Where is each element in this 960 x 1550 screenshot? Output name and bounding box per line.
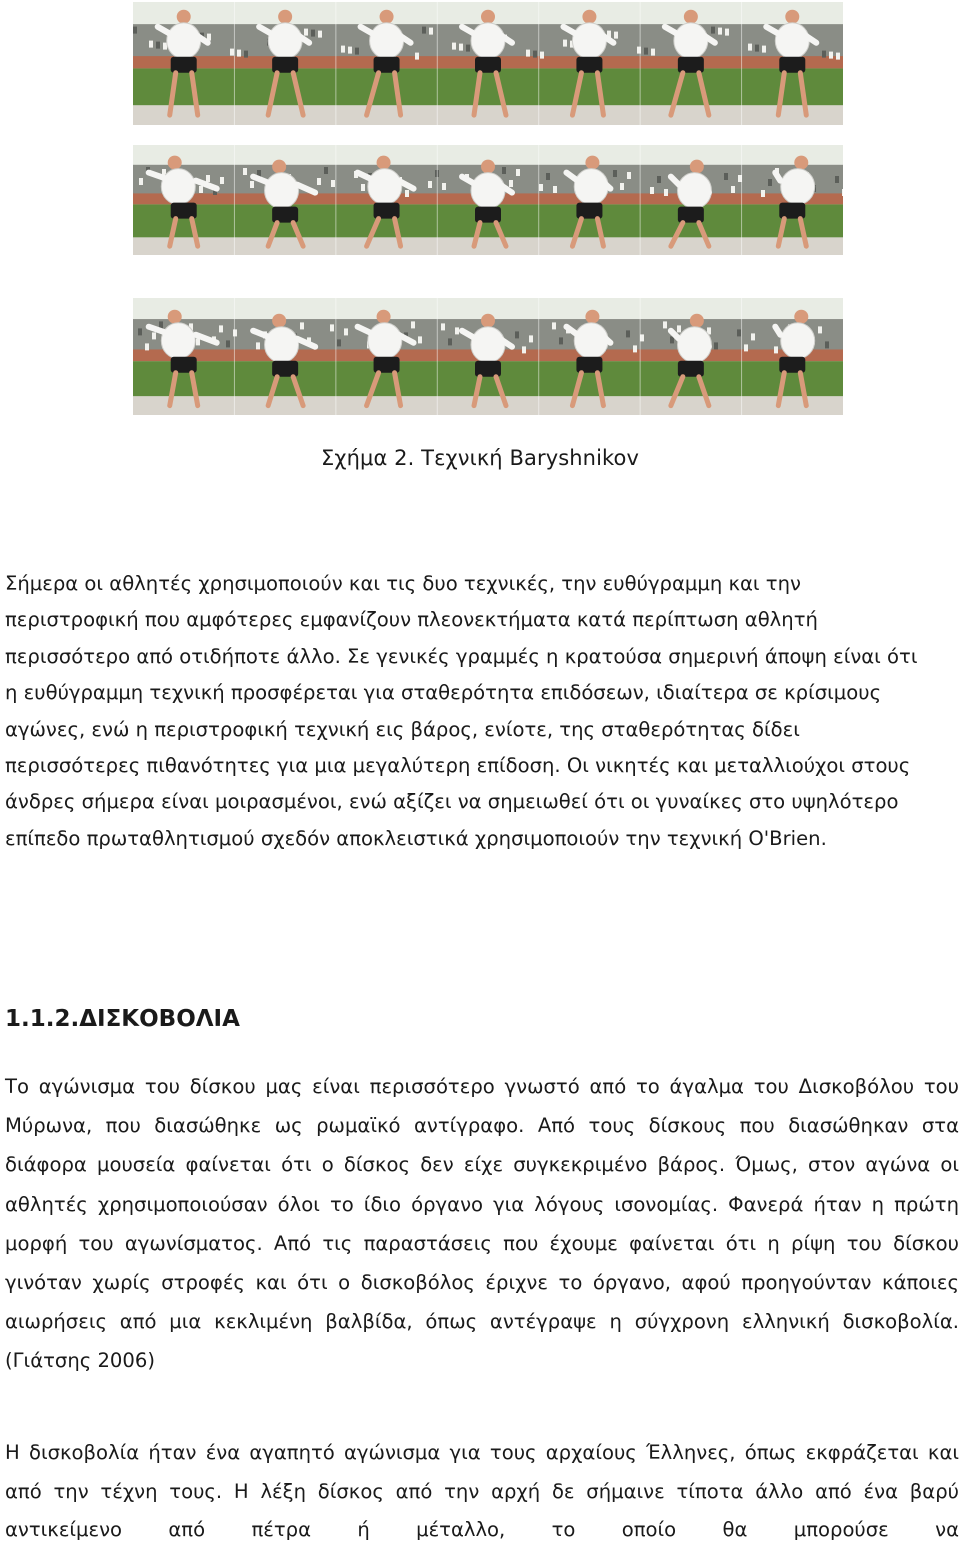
- section-heading-discus: 1.1.2.ΔΙΣΚΟΒΟΛΙΑ: [5, 1006, 240, 1032]
- photo-sequence: [133, 145, 843, 255]
- paragraph-discus-ancient: Η δισκοβολία ήταν ένα αγαπητό αγώνισμα για τους αρχαίους Έλληνες, όπως εκφράζεται και από την τέχνη τους. Η λέξη δίσκος από την αρχή δε σήμαινε τίποτα άλλο από ένα βαρύ αντικείμενο από πέτρα ή μέταλλο, το οποίο θα μπορούσε να: [5, 1441, 959, 1542]
- figure-caption: Σχήμα 2. Τεχνική Baryshnikov: [320, 446, 640, 470]
- photo-sequence: [133, 2, 843, 125]
- figure-photo-strip-1: [133, 2, 843, 125]
- figure-photo-strip-3: [133, 298, 843, 415]
- figure-photo-strip-2: [133, 145, 843, 255]
- paragraph-discus-history: Το αγώνισμα του δίσκου μας είναι περισσότερο γνωστό από το άγαλμα του Δισκοβόλου του Μύρωνα, που διασώθηκε ως ρωμαϊκό αντίγραφο. Από τους δίσκους που διασώθηκαν στα διάφορα μουσεία φαίνεται ότι ο δίσκος δεν είχε συγκεκριμένο βάρος. Όμως, στον αγώνα οι αθλητές χρησιμοποιούσαν όλοι το ίδιο όργανο για λόγους ισονομίας. Φανερά ήταν η πρώτη μορφή του αγωνίσματος. Από τις παραστάσεις που έχουμε φαίνεται ότι η ρίψη του δίσκου γινόταν χωρίς στροφές και ότι ο δισκοβόλος έριχνε το όργανο, αφού προηγούνταν κάποιες αιωρήσεις από μια κεκλιμένη βαλβίδα, όπως αντέγραψε η σύγχρονη ελληνική δισκοβολία.(Γιάτσης 2006): [5, 1075, 959, 1373]
- photo-sequence: [133, 298, 843, 415]
- paragraph-techniques: Σήμερα οι αθλητές χρησιμοποιούν και τις δυο τεχνικές, την ευθύγραμμη και την περιστροφική που αμφότερες εμφανίζουν πλεονεκτήματα κατά περίπτωση αθλητή περισσότερο από οτιδήποτε άλλο. Σε γενικές γραμμές η κρατούσα σημερινή άποψη είναι ότι η ευθύγραμμη τεχνική προσφέρεται για σταθερότητα επιδόσεων, ιδιαίτερα σε κρίσιμους αγώνες, ενώ η περιστροφική τεχνική εις βάρος, ενίοτε, της σταθερότητας δίδει περισσότερες πιθανότητες για μια μεγαλύτερη επίδοση. Οι νικητές και μεταλλιούχοι στους άνδρες σήμερα είναι μοιρασμένοι, ενώ αξίζει να σημειωθεί ότι οι γυναίκες στο υψηλότερο επίπεδο πρωταθλητισμού σχεδόν αποκλειστικά χρησιμοποιούν την τεχνική O'Brien.: [5, 572, 918, 850]
